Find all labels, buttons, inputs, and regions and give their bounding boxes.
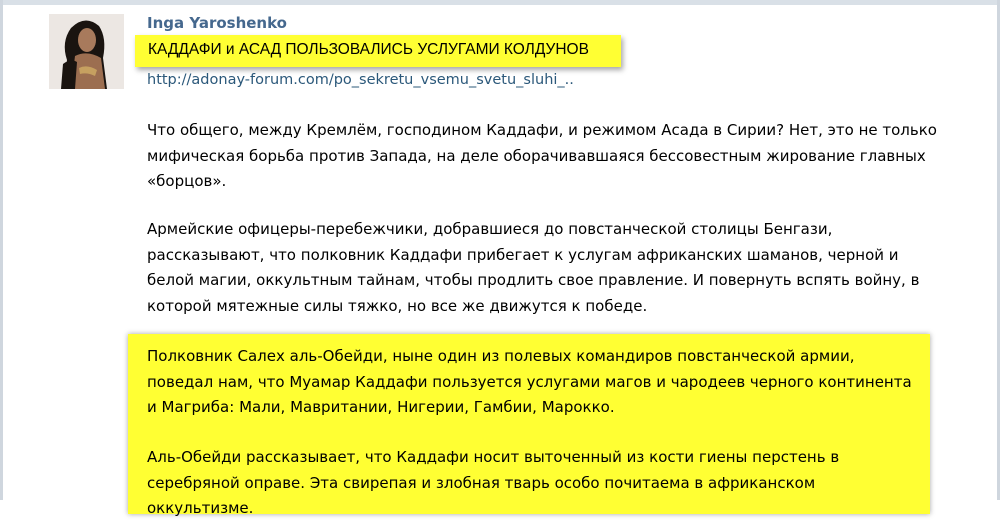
post-headline: КАДДАФИ и АСАД ПОЛЬЗОВАЛИСЬ УСЛУГАМИ КОЛДУНОВ [135,35,621,67]
quote-paragraph: Аль-Обейди рассказывает, что Каддафи носит выточенный из кости гиены перстень в серебряной оправе. Эта свирепая и злобная тварь особо почитаема в африканском оккультизме. [147,448,840,517]
highlighted-quote-block [128,334,930,517]
woman-portrait-icon [49,14,124,89]
quote-paragraph: Полковник Салех аль-Обейди, ныне один из полевых командиров повстанческой армии, поведал нам, что Муамар Каддафи пользуется услугами магов и чародеев черного континента и Магриба: Мали, Мавритании, Нигерии, Гамбии, Марокко. [147,347,912,416]
author-avatar[interactable] [49,14,124,89]
post-paragraph: Армейские офицеры-перебежчики, добравшиеся до повстанческой столицы Бенгази, рассказывают, что полковник Каддафи прибегает к услугам африканских шаманов, черной и белой магии, оккультным тайнам, чтобы продлить свое правление. И повернуть вспять войну, в которой мятежные силы тяжко, но все же движутся к победе. [147,220,920,315]
page-left-border [0,0,3,500]
post-paragraph: Что общего, между Кремлём, господином Каддафи, и режимом Асада в Сирии? Нет, это не только мифическая борьба против Запада, на деле оборачивавшаяся бессовестным жирование главных «борцов». [147,121,937,190]
page-top-border [0,0,1000,5]
source-link[interactable]: http://adonay-forum.com/po_sekretu_vsemu_svetu_sluhi_.. [147,72,574,88]
author-name-link[interactable]: Inga Yaroshenko [147,14,287,32]
